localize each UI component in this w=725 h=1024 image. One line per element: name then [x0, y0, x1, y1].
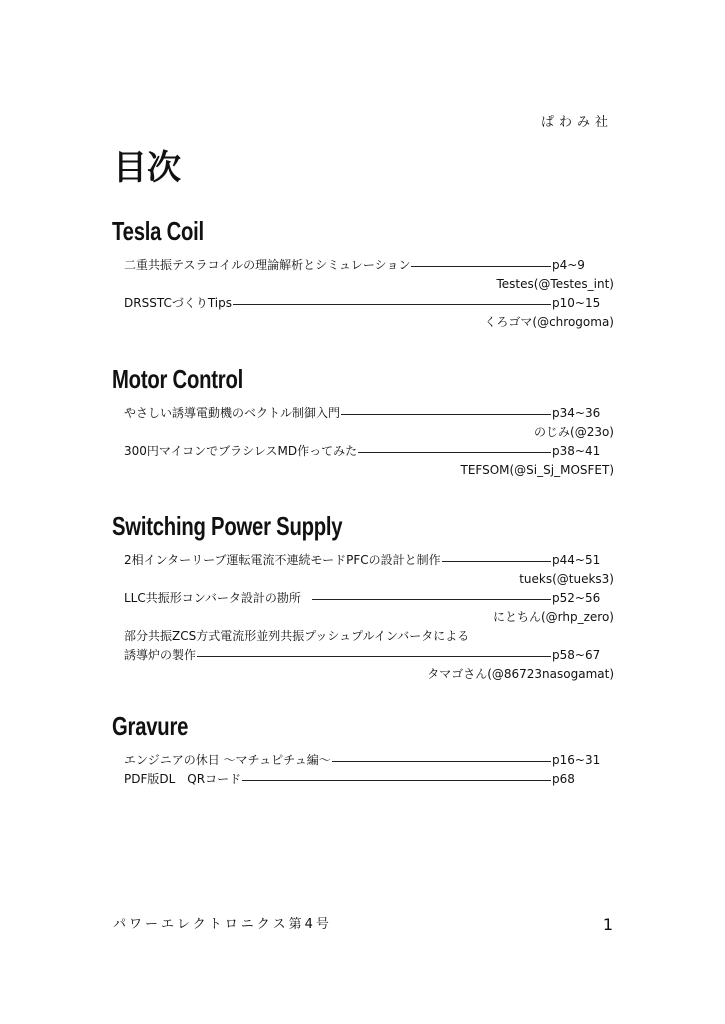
leader-line [341, 414, 551, 415]
entry-title: 二重共振テスラコイルの理論解析とシミュレーション [124, 258, 411, 272]
entry-author: くろゴマ(@chrogoma) [484, 315, 614, 329]
toc-entry [112, 256, 614, 294]
page-title: 目次 [113, 148, 181, 188]
entry-title: DRSSTCづくりTips [124, 296, 232, 310]
entry-pages: p52~56 [552, 591, 601, 605]
journal-name: パワーエレクトロニクス第4号 [113, 917, 332, 932]
section-tesla-coil [112, 214, 614, 332]
entry-author: タマゴさん(@86723nasogamat) [427, 667, 614, 681]
entry-pages: p44~51 [552, 553, 601, 567]
entry-title: 300円マイコンでブラシレスMD作ってみた [124, 444, 358, 458]
section-title: Switching Power Supply [112, 511, 343, 541]
leader-line [442, 561, 551, 562]
entry-title: 2相インターリーブ運転電流不連続モードPFCの設計と制作 [124, 553, 441, 567]
entry-pages: p68 [552, 772, 575, 786]
leader-line [358, 452, 551, 453]
leader-line [233, 304, 551, 305]
leader-line [197, 656, 551, 657]
entry-author: Testes(@Testes_int) [496, 277, 614, 291]
publisher-name: ぱわみ社 [540, 115, 613, 130]
entry-title: PDF版DL QRコード [124, 772, 242, 786]
page-number: 1 [602, 915, 613, 934]
section-switching-power-supply [112, 509, 614, 684]
entry-author: にとちん(@rhp_zero) [492, 610, 614, 624]
entry-pages: p4~9 [552, 258, 585, 272]
entry-author: TEFSOM(@Si_Sj_MOSFET) [460, 463, 614, 477]
toc-entry [112, 442, 614, 480]
toc-entry [112, 551, 614, 589]
entry-title: 誘導炉の製作 [124, 648, 197, 662]
entry-title: やさしい誘導電動機のベクトル制御入門 [124, 406, 341, 420]
section-title: Motor Control [112, 364, 244, 394]
toc-entry [112, 404, 614, 442]
leader-line [242, 780, 551, 781]
section-motor-control [112, 362, 614, 480]
leader-line [312, 599, 551, 600]
entry-author: のじみ(@23o) [534, 425, 614, 439]
entry-author: tueks(@tueks3) [519, 572, 614, 586]
section-title: Tesla Coil [112, 216, 204, 246]
entry-pages: p16~31 [552, 753, 601, 767]
toc-entry [112, 770, 614, 789]
entry-pages: p58~67 [552, 648, 601, 662]
entry-pages: p38~41 [552, 444, 601, 458]
leader-line [332, 761, 551, 762]
entry-title: エンジニアの休日 〜マチュピチュ編〜 [124, 753, 331, 767]
section-gravure [112, 709, 614, 789]
entry-title-line1: 部分共振ZCS方式電流形並列共振プッシュプルインバータによる [124, 629, 470, 643]
toc-entry [112, 627, 614, 684]
toc-entry [112, 589, 614, 627]
section-title: Gravure [112, 711, 189, 741]
entry-pages: p10~15 [552, 296, 601, 310]
entry-title: LLC共振形コンバータ設計の勘所 [124, 591, 301, 605]
toc-entry [112, 294, 614, 332]
entry-pages: p34~36 [552, 406, 601, 420]
toc-entry [112, 751, 614, 770]
leader-line [411, 266, 551, 267]
